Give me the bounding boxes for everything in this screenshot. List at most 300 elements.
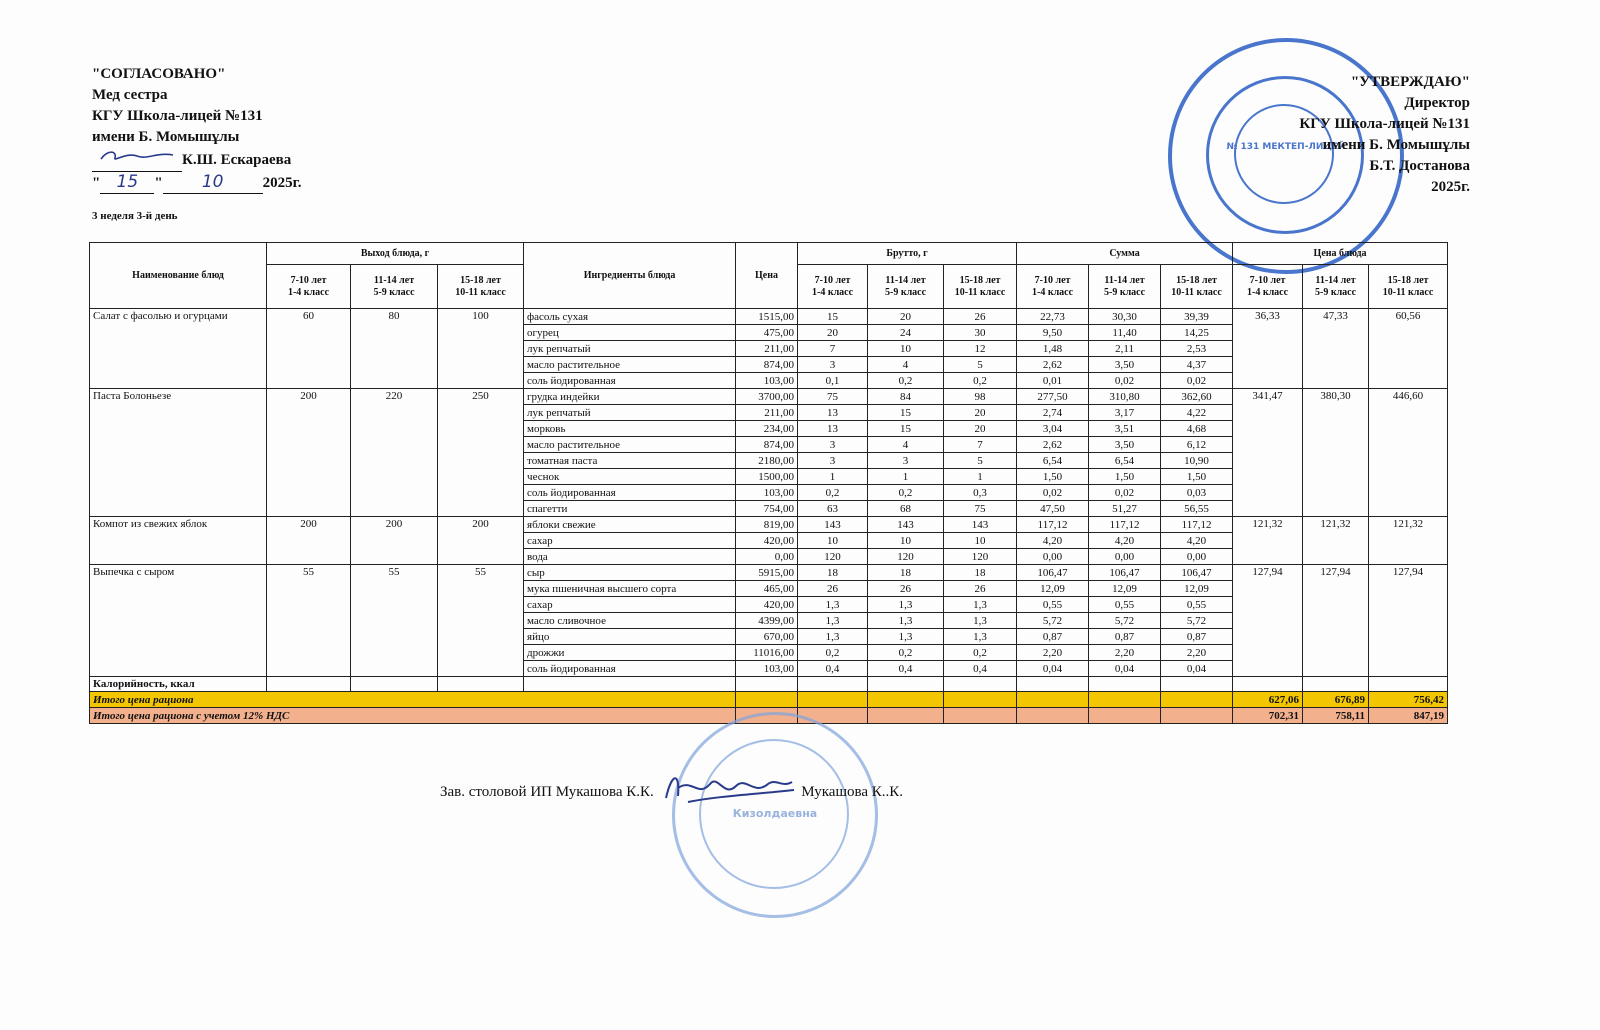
- class-range: 1-4 класс: [811, 286, 854, 298]
- ingredient-name: лук репчатый: [524, 405, 736, 421]
- ingredient-brutto: 0,2: [798, 485, 868, 501]
- approval-left-name: К.Ш. Ескараева: [182, 152, 292, 168]
- ingredient-brutto: 0,2: [798, 645, 868, 661]
- seal-text: № 131 МЕКТЕП-ЛИЦЕЙ: [1226, 142, 1346, 152]
- ingredient-brutto: 10: [944, 533, 1017, 549]
- ingredient-sum: 11,40: [1089, 325, 1161, 341]
- ingredient-price: 103,00: [736, 485, 798, 501]
- dish-price: 341,47: [1233, 389, 1303, 517]
- ingredient-brutto: 0,1: [798, 373, 868, 389]
- age-range: 7-10 лет: [1034, 274, 1071, 286]
- ingredient-sum: 0,04: [1161, 661, 1233, 677]
- header-dish-price: Цена блюда: [1233, 243, 1448, 265]
- ingredient-price: 103,00: [736, 373, 798, 389]
- empty-cell: [944, 677, 1017, 692]
- approval-left-block: [92, 64, 302, 194]
- approval-left-role: Мед сестра: [92, 87, 168, 103]
- empty-cell: [944, 692, 1017, 708]
- empty-cell: [944, 708, 1017, 724]
- ingredient-sum: 106,47: [1017, 565, 1089, 581]
- canteen-signature: [658, 768, 798, 808]
- table-row: [90, 309, 1448, 325]
- ingredient-price: 234,00: [736, 421, 798, 437]
- class-range: 10-11 класс: [954, 286, 1006, 298]
- dish-price: 121,32: [1233, 517, 1303, 565]
- ingredient-brutto: 143: [944, 517, 1017, 533]
- menu-table: [89, 242, 1448, 724]
- ingredient-brutto: 0,2: [868, 645, 944, 661]
- ingredient-sum: 117,12: [1161, 517, 1233, 533]
- output-age-header: [351, 265, 438, 309]
- class-range: 10-11 класс: [455, 286, 506, 298]
- dish-output: 200: [267, 389, 351, 517]
- ingredient-brutto: 30: [944, 325, 1017, 341]
- ingredient-sum: 9,50: [1017, 325, 1089, 341]
- ingredient-sum: 1,48: [1017, 341, 1089, 357]
- approval-right-heading: "УТВЕРЖДАЮ": [1350, 74, 1470, 90]
- approval-day: 15: [100, 172, 154, 194]
- age-range: 11-14 лет: [1104, 274, 1145, 286]
- table-row: [90, 565, 1448, 581]
- ingredient-name: масло растительное: [524, 357, 736, 373]
- ingredient-sum: 0,55: [1017, 597, 1089, 613]
- empty-cell: [1303, 677, 1369, 692]
- ingredient-brutto: 10: [868, 533, 944, 549]
- ingredient-brutto: 1,3: [944, 597, 1017, 613]
- approval-right-org2: имени Б. Момышұлы: [1322, 137, 1470, 153]
- class-range: 10-11 класс: [1171, 286, 1222, 298]
- ingredient-name: сахар: [524, 533, 736, 549]
- ingredient-brutto: 0,2: [944, 645, 1017, 661]
- empty-cell: [524, 677, 736, 692]
- dish-price: 127,94: [1369, 565, 1448, 677]
- dish-output: 100: [438, 309, 524, 389]
- dish-price-age-header: [1369, 265, 1448, 309]
- ingredient-price: 670,00: [736, 629, 798, 645]
- ingredient-brutto: 4: [868, 357, 944, 373]
- age-range: 11-14 лет: [885, 274, 926, 286]
- ingredient-sum: 12,09: [1089, 581, 1161, 597]
- total-row-value: 756,42: [1369, 692, 1448, 708]
- class-range: 5-9 класс: [1103, 286, 1146, 298]
- dish-output: 250: [438, 389, 524, 517]
- ingredient-sum: 4,20: [1017, 533, 1089, 549]
- empty-cell: [267, 677, 351, 692]
- total-vat-row-value: 758,11: [1303, 708, 1369, 724]
- ingredient-brutto: 143: [868, 517, 944, 533]
- empty-cell: [1089, 677, 1161, 692]
- ingredient-price: 11016,00: [736, 645, 798, 661]
- ingredient-sum: 3,04: [1017, 421, 1089, 437]
- ingredient-name: яблоки свежие: [524, 517, 736, 533]
- ingredient-sum: 0,04: [1089, 661, 1161, 677]
- empty-cell: [1161, 708, 1233, 724]
- ingredient-sum: 3,51: [1089, 421, 1161, 437]
- dish-name: Паста Болоньезе: [90, 389, 267, 517]
- header-brutto: Брутто, г: [798, 243, 1017, 265]
- ingredient-brutto: 0,4: [798, 661, 868, 677]
- ingredient-name: морковь: [524, 421, 736, 437]
- ingredient-brutto: 1,3: [798, 629, 868, 645]
- total-row-label: Итого цена рациона: [90, 692, 736, 708]
- ingredient-sum: 0,03: [1161, 485, 1233, 501]
- header-sum: Сумма: [1017, 243, 1233, 265]
- ingredient-brutto: 26: [868, 581, 944, 597]
- ingredient-sum: 2,62: [1017, 357, 1089, 373]
- ingredient-sum: 0,87: [1017, 629, 1089, 645]
- ingredient-sum: 106,47: [1089, 565, 1161, 581]
- ingredient-sum: 12,09: [1017, 581, 1089, 597]
- ingredient-brutto: 120: [944, 549, 1017, 565]
- ingredient-price: 1500,00: [736, 469, 798, 485]
- ingredient-brutto: 0,4: [868, 661, 944, 677]
- age-range: 15-18 лет: [460, 274, 501, 286]
- total-vat-row-label: Итого цена рациона с учетом 12% НДС: [90, 708, 736, 724]
- ingredient-price: 0,00: [736, 549, 798, 565]
- dish-price-age-header: [1233, 265, 1303, 309]
- empty-cell: [798, 677, 868, 692]
- class-range: 1-4 класс: [1246, 286, 1289, 298]
- signature-line: [92, 148, 182, 172]
- ingredient-brutto: 15: [798, 309, 868, 325]
- ingredient-sum: 1,50: [1017, 469, 1089, 485]
- ingredient-sum: 0,02: [1017, 485, 1089, 501]
- ingredient-price: 465,00: [736, 581, 798, 597]
- ingredient-brutto: 18: [798, 565, 868, 581]
- ingredient-brutto: 20: [798, 325, 868, 341]
- ingredient-name: спагетти: [524, 501, 736, 517]
- ingredient-sum: 2,20: [1089, 645, 1161, 661]
- ingredient-brutto: 98: [944, 389, 1017, 405]
- dish-price: 121,32: [1369, 517, 1448, 565]
- ingredient-sum: 6,12: [1161, 437, 1233, 453]
- ingredient-brutto: 13: [798, 421, 868, 437]
- class-range: 10-11 класс: [1382, 286, 1434, 298]
- empty-cell: [1017, 708, 1089, 724]
- ingredient-sum: 117,12: [1017, 517, 1089, 533]
- ingredient-name: соль йодированная: [524, 485, 736, 501]
- age-range: 15-18 лет: [1176, 274, 1217, 286]
- empty-cell: [1089, 692, 1161, 708]
- dish-price: 121,32: [1303, 517, 1369, 565]
- dish-output: 55: [351, 565, 438, 677]
- brutto-age-header: [868, 265, 944, 309]
- dish-output: 80: [351, 309, 438, 389]
- approval-right-org: КГУ Школа-лицей №131: [1299, 116, 1470, 132]
- header-output: Выход блюда, г: [267, 243, 524, 265]
- sum-age-header: [1017, 265, 1089, 309]
- ingredient-brutto: 68: [868, 501, 944, 517]
- dish-price: 446,60: [1369, 389, 1448, 517]
- dish-output: 200: [438, 517, 524, 565]
- ingredient-sum: 2,11: [1089, 341, 1161, 357]
- ingredient-sum: 277,50: [1017, 389, 1089, 405]
- ingredient-brutto: 7: [798, 341, 868, 357]
- dish-price: 36,33: [1233, 309, 1303, 389]
- ingredient-brutto: 1,3: [868, 629, 944, 645]
- ingredient-sum: 2,62: [1017, 437, 1089, 453]
- ingredient-sum: 5,72: [1017, 613, 1089, 629]
- ingredient-price: 103,00: [736, 661, 798, 677]
- age-range: 15-18 лет: [1387, 274, 1429, 286]
- dish-price: 380,30: [1303, 389, 1369, 517]
- approval-left-org: КГУ Школа-лицей №131: [92, 108, 263, 124]
- ingredient-brutto: 0,2: [944, 373, 1017, 389]
- nurse-signature: [97, 148, 177, 164]
- ingredient-brutto: 63: [798, 501, 868, 517]
- ingredient-brutto: 75: [944, 501, 1017, 517]
- ingredient-brutto: 5: [944, 357, 1017, 373]
- footer-signature-line: [440, 784, 903, 801]
- empty-cell: [736, 677, 798, 692]
- ingredient-brutto: 1: [868, 469, 944, 485]
- output-age-header: [267, 265, 351, 309]
- ingredient-brutto: 20: [868, 309, 944, 325]
- week-label: 3 неделя 3-й день: [92, 210, 178, 222]
- sum-age-header: [1161, 265, 1233, 309]
- dish-price-age-header: [1303, 265, 1369, 309]
- ingredient-sum: 6,54: [1089, 453, 1161, 469]
- header-price: Цена: [736, 243, 798, 309]
- ingredient-price: 874,00: [736, 357, 798, 373]
- ingredient-sum: 3,17: [1089, 405, 1161, 421]
- ingredient-sum: 1,50: [1089, 469, 1161, 485]
- ingredient-price: 2180,00: [736, 453, 798, 469]
- total-row-value: 676,89: [1303, 692, 1369, 708]
- class-range: 5-9 класс: [1314, 286, 1357, 298]
- dish-name: Компот из свежих яблок: [90, 517, 267, 565]
- ingredient-sum: 0,01: [1017, 373, 1089, 389]
- class-range: 5-9 класс: [373, 286, 415, 298]
- ingredient-brutto: 120: [868, 549, 944, 565]
- ingredient-name: масло сливочное: [524, 613, 736, 629]
- ingredient-sum: 47,50: [1017, 501, 1089, 517]
- ingredient-sum: 56,55: [1161, 501, 1233, 517]
- quote-mid: ": [154, 175, 163, 191]
- dish-output: 55: [438, 565, 524, 677]
- dish-output: 200: [267, 517, 351, 565]
- ingredient-sum: 0,00: [1089, 549, 1161, 565]
- age-range: 15-18 лет: [959, 274, 1001, 286]
- ingredient-price: 874,00: [736, 437, 798, 453]
- empty-cell: [868, 677, 944, 692]
- approval-right-name: Б.Т. Достанова: [1369, 158, 1470, 174]
- ingredient-sum: 0,87: [1089, 629, 1161, 645]
- table-row: [90, 389, 1448, 405]
- ingredient-sum: 2,74: [1017, 405, 1089, 421]
- class-range: 5-9 класс: [884, 286, 927, 298]
- ingredient-sum: 4,37: [1161, 357, 1233, 373]
- ingredient-sum: 0,04: [1017, 661, 1089, 677]
- ingredient-name: фасоль сухая: [524, 309, 736, 325]
- class-range: 1-4 класс: [1031, 286, 1074, 298]
- ingredient-sum: 0,00: [1161, 549, 1233, 565]
- ingredient-brutto: 1,3: [868, 597, 944, 613]
- ingredient-sum: 117,12: [1089, 517, 1161, 533]
- total-vat-row-value: 847,19: [1369, 708, 1448, 724]
- ingredient-sum: 51,27: [1089, 501, 1161, 517]
- ingredient-brutto: 0,4: [944, 661, 1017, 677]
- ingredient-name: мука пшеничная высшего сорта: [524, 581, 736, 597]
- calories-label: Калорийность, ккал: [90, 677, 267, 692]
- empty-cell: [798, 692, 868, 708]
- ingredient-sum: 6,54: [1017, 453, 1089, 469]
- approval-right-block: [1299, 72, 1470, 198]
- ingredient-name: соль йодированная: [524, 661, 736, 677]
- empty-cell: [1161, 677, 1233, 692]
- ingredient-sum: 4,20: [1089, 533, 1161, 549]
- output-age-header: [438, 265, 524, 309]
- ingredient-name: соль йодированная: [524, 373, 736, 389]
- ingredient-brutto: 3: [798, 357, 868, 373]
- ingredient-name: томатная паста: [524, 453, 736, 469]
- ingredient-brutto: 26: [798, 581, 868, 597]
- ingredient-brutto: 0,2: [868, 485, 944, 501]
- ingredient-brutto: 1,3: [944, 613, 1017, 629]
- ingredient-brutto: 7: [944, 437, 1017, 453]
- ingredient-sum: 1,50: [1161, 469, 1233, 485]
- ingredient-brutto: 10: [798, 533, 868, 549]
- age-range: 7-10 лет: [1249, 274, 1286, 286]
- total-row-value: 627,06: [1233, 692, 1303, 708]
- total-row: [90, 692, 1448, 708]
- ingredient-sum: 0,55: [1089, 597, 1161, 613]
- ingredient-sum: 3,50: [1089, 437, 1161, 453]
- ingredient-sum: 0,87: [1161, 629, 1233, 645]
- footer-right-text: Мукашова К..К.: [801, 784, 904, 800]
- empty-cell: [1017, 677, 1089, 692]
- dish-name: Салат с фасолью и огурцами: [90, 309, 267, 389]
- ingredient-sum: 10,90: [1161, 453, 1233, 469]
- ingredient-brutto: 143: [798, 517, 868, 533]
- dish-price: 127,94: [1303, 565, 1369, 677]
- footer-left-text: Зав. столовой ИП Мукашова К.К.: [440, 784, 654, 800]
- ingredient-sum: 106,47: [1161, 565, 1233, 581]
- ingredient-sum: 12,09: [1161, 581, 1233, 597]
- ingredient-brutto: 1,3: [798, 613, 868, 629]
- ingredient-name: чеснок: [524, 469, 736, 485]
- approval-month: 10: [163, 172, 263, 194]
- ingredient-price: 211,00: [736, 341, 798, 357]
- dish-output: 200: [351, 517, 438, 565]
- ingredient-brutto: 20: [944, 405, 1017, 421]
- ingredient-brutto: 84: [868, 389, 944, 405]
- ingredient-sum: 0,02: [1161, 373, 1233, 389]
- ingredient-brutto: 24: [868, 325, 944, 341]
- ingredient-price: 475,00: [736, 325, 798, 341]
- ingredient-sum: 3,50: [1089, 357, 1161, 373]
- dish-output: 220: [351, 389, 438, 517]
- ingredient-brutto: 3: [798, 453, 868, 469]
- ingredient-sum: 5,72: [1089, 613, 1161, 629]
- ingredient-brutto: 20: [944, 421, 1017, 437]
- ip-seal-text: Кизолдаевна: [732, 807, 818, 820]
- ingredient-sum: 0,02: [1089, 373, 1161, 389]
- ingredient-brutto: 3: [798, 437, 868, 453]
- approval-left-org2: имени Б. Момышұлы: [92, 129, 240, 145]
- table-body: [90, 309, 1448, 724]
- ingredient-price: 420,00: [736, 533, 798, 549]
- ingredient-sum: 30,30: [1089, 309, 1161, 325]
- empty-cell: [1369, 677, 1448, 692]
- ingredient-name: огурец: [524, 325, 736, 341]
- brutto-age-header: [798, 265, 868, 309]
- ingredient-sum: 2,20: [1161, 645, 1233, 661]
- ingredient-price: 211,00: [736, 405, 798, 421]
- calories-row: [90, 677, 1448, 692]
- ingredient-name: яйцо: [524, 629, 736, 645]
- ingredient-sum: 0,00: [1017, 549, 1089, 565]
- ingredient-sum: 4,68: [1161, 421, 1233, 437]
- ingredient-name: масло растительное: [524, 437, 736, 453]
- ingredient-brutto: 1,3: [944, 629, 1017, 645]
- class-range: 1-4 класс: [287, 286, 330, 298]
- approval-left-year: 2025г.: [262, 175, 302, 191]
- dish-name: Выпечка с сыром: [90, 565, 267, 677]
- sum-age-header: [1089, 265, 1161, 309]
- approval-right-role: Директор: [1404, 95, 1470, 111]
- ingredient-sum: 5,72: [1161, 613, 1233, 629]
- ingredient-brutto: 3: [868, 453, 944, 469]
- empty-cell: [1017, 692, 1089, 708]
- ingredient-brutto: 26: [944, 309, 1017, 325]
- ingredient-price: 4399,00: [736, 613, 798, 629]
- ingredient-name: сыр: [524, 565, 736, 581]
- ingredient-brutto: 13: [798, 405, 868, 421]
- brutto-age-header: [944, 265, 1017, 309]
- ingredient-sum: 0,02: [1089, 485, 1161, 501]
- empty-cell: [868, 692, 944, 708]
- ingredient-sum: 310,80: [1089, 389, 1161, 405]
- approval-right-year: 2025г.: [1431, 179, 1470, 195]
- ingredient-price: 3700,00: [736, 389, 798, 405]
- ingredient-price: 5915,00: [736, 565, 798, 581]
- ingredient-brutto: 18: [868, 565, 944, 581]
- empty-cell: [868, 708, 944, 724]
- age-range: 7-10 лет: [290, 274, 327, 286]
- ingredient-brutto: 15: [868, 405, 944, 421]
- empty-cell: [351, 677, 438, 692]
- dish-output: 55: [267, 565, 351, 677]
- ingredient-brutto: 1: [944, 469, 1017, 485]
- ingredient-sum: 362,60: [1161, 389, 1233, 405]
- empty-cell: [736, 692, 798, 708]
- ingredient-sum: 0,55: [1161, 597, 1233, 613]
- table-header: [90, 243, 1448, 309]
- ingredient-sum: 39,39: [1161, 309, 1233, 325]
- ingredient-brutto: 15: [868, 421, 944, 437]
- age-range: 11-14 лет: [1315, 274, 1356, 286]
- ip-seal-stamp: [672, 712, 878, 918]
- ingredient-brutto: 0,2: [868, 373, 944, 389]
- ingredient-brutto: 0,3: [944, 485, 1017, 501]
- ingredient-brutto: 10: [868, 341, 944, 357]
- ingredient-price: 754,00: [736, 501, 798, 517]
- ingredient-brutto: 18: [944, 565, 1017, 581]
- ingredient-name: дрожжи: [524, 645, 736, 661]
- ingredient-price: 1515,00: [736, 309, 798, 325]
- ingredient-price: 420,00: [736, 597, 798, 613]
- ingredient-sum: 14,25: [1161, 325, 1233, 341]
- ingredient-brutto: 5: [944, 453, 1017, 469]
- age-range: 11-14 лет: [373, 274, 415, 286]
- ingredient-sum: 4,22: [1161, 405, 1233, 421]
- ingredient-name: грудка индейки: [524, 389, 736, 405]
- dish-output: 60: [267, 309, 351, 389]
- ingredient-brutto: 120: [798, 549, 868, 565]
- ingredient-brutto: 4: [868, 437, 944, 453]
- approval-left-heading: "СОГЛАСОВАНО": [92, 66, 226, 82]
